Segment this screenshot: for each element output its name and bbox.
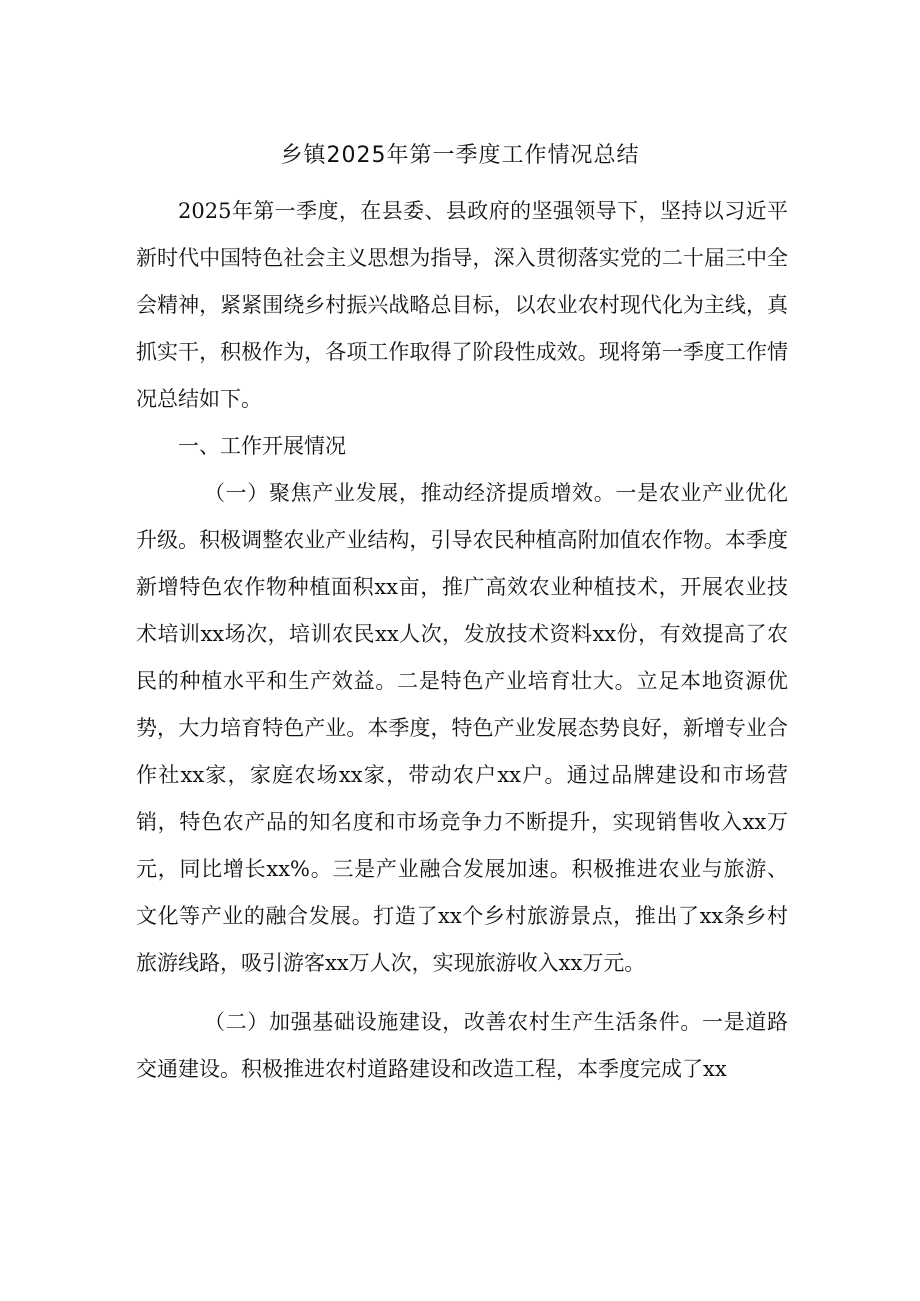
paragraph-spacer	[136, 987, 788, 999]
subsection-industry-development: （一）聚焦产业发展，推动经济提质增效。一是农业产业优化升级。积极调整农业产业结构，引导农民种植高附加值农作物。本季度新增特色农作物种植面积xx亩，推广高效农业种植技术，开展农业技术培训xx场次，培训农民xx人次，发放技术资料xx份，有效提高了农民的种植水平和生产效益。二是特色产业培育壮大。立足本地资源优势，大力培育特色产业。本季度，特色产业发展态势良好，新增专业合作社xx家，家庭农场xx家，带动农户xx户。通过品牌建设和市场营销，特色农产品的知名度和市场竞争力不断提升，实现销售收入xx万元，同比增长xx%。三是产业融合发展加速。积极推进农业与旅游、文化等产业的融合发展。打造了xx个乡村旅游景点，推出了xx条乡村旅游线路，吸引游客xx万人次，实现旅游收入xx万元。	[136, 481, 788, 975]
document-body	[136, 188, 788, 1093]
subsection-infrastructure: （二）加强基础设施建设，改善农村生产生活条件。一是道路交通建设。积极推进农村道路建设和改造工程，本季度完成了xx	[136, 1010, 788, 1081]
intro-paragraph: 2025年第一季度，在县委、县政府的坚强领导下，坚持以习近平新时代中国特色社会主义思想为指导，深入贯彻落实党的二十届三中全会精神，紧紧围绕乡村振兴战略总目标，以农业农村现代化为主线，真抓实干，积极作为，各项工作取得了阶段性成效。现将第一季度工作情况总结如下。	[136, 199, 788, 411]
document-title: 乡镇2025年第一季度工作情况总结	[280, 143, 640, 168]
section-heading-work-progress: 一、工作开展情况	[178, 434, 346, 458]
